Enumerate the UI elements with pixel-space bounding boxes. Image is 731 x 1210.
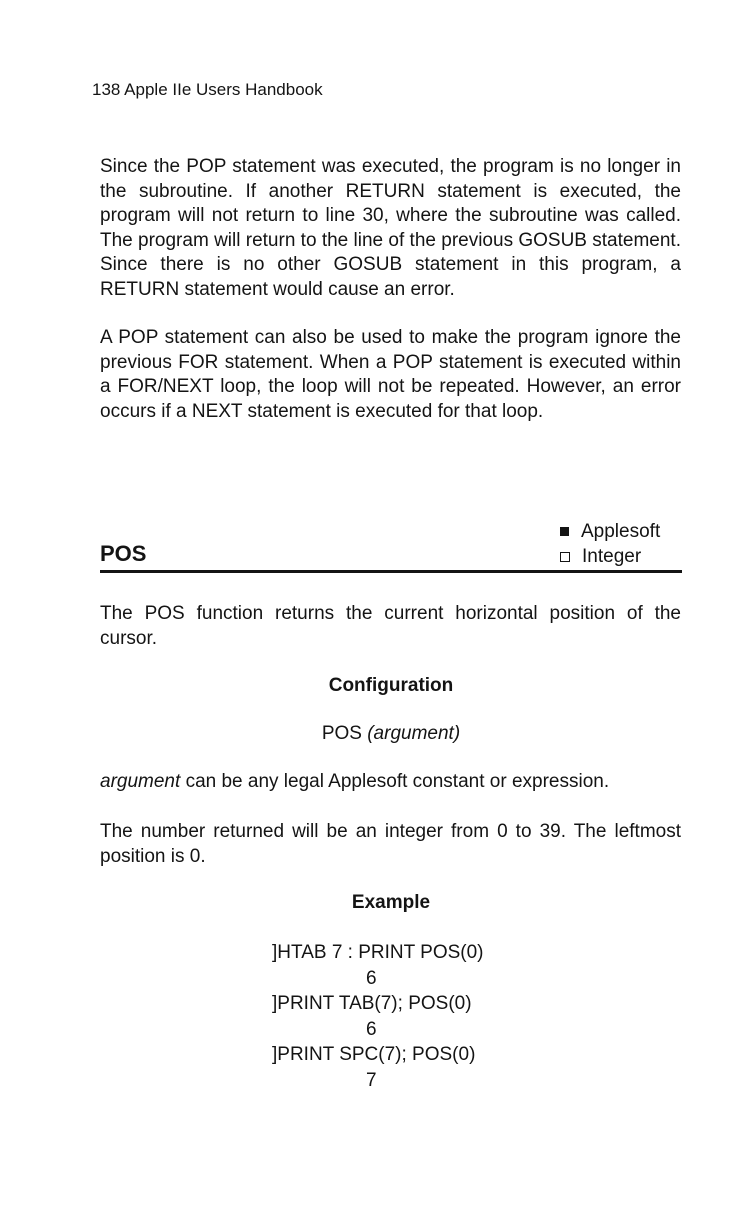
syntax-line xyxy=(0,723,731,745)
section-title: POS xyxy=(100,541,147,566)
code-output: 6 xyxy=(366,1018,377,1040)
code-output: 6 xyxy=(366,967,377,989)
argument-description: can be any legal Applesoft constant or expression. xyxy=(185,771,610,792)
paragraph-pos-description: The POS function returns the current horizontal position of the cursor. xyxy=(100,603,681,649)
book-title: Apple IIe Users Handbook xyxy=(124,80,323,99)
legend-integer xyxy=(560,544,660,569)
example-heading: Example xyxy=(351,892,431,913)
code-line: ]PRINT TAB(7); POS(0) xyxy=(272,993,472,1014)
argument-name: argument xyxy=(100,771,181,792)
empty-square-icon xyxy=(560,552,570,562)
code-line: ]HTAB 7 : PRINT POS(0) xyxy=(272,942,484,963)
syntax-argument: (argument) xyxy=(367,723,461,744)
legend-applesoft xyxy=(560,519,660,544)
argument-line xyxy=(100,771,609,793)
configuration-heading: Configuration xyxy=(328,675,454,696)
example-code-block xyxy=(272,940,484,1093)
section-divider xyxy=(100,570,682,573)
legend-label-integer: Integer xyxy=(582,546,642,567)
page-header xyxy=(92,80,323,100)
code-line: ]PRINT SPC(7); POS(0) xyxy=(272,1044,476,1065)
code-output: 7 xyxy=(366,1069,377,1091)
filled-square-icon xyxy=(560,527,569,536)
paragraph-pop-subroutine: Since the POP statement was executed, the program is no longer in the subroutine. If another RETURN statement is executed, the program will not return to line 30, where the subroutine was called. The program will return to the line of the previous GOSUB statement. Since there is no other GOSUB statement in this program, a RETURN statement would cause an error. xyxy=(100,156,681,300)
language-legend xyxy=(560,519,660,569)
syntax-keyword: POS xyxy=(321,723,362,744)
legend-label-applesoft: Applesoft xyxy=(581,521,661,542)
paragraph-return-note: The number returned will be an integer from 0 to 39. The leftmost position is 0. xyxy=(100,821,681,867)
paragraph-pop-for-next: A POP statement can also be used to make the program ignore the previous FOR statement. When a POP statement is executed within a FOR/NEXT loop, the loop will not be repeated. However, an error occurs if a NEXT statement is executed for that loop. xyxy=(100,327,681,422)
page-number: 138 xyxy=(92,80,121,99)
